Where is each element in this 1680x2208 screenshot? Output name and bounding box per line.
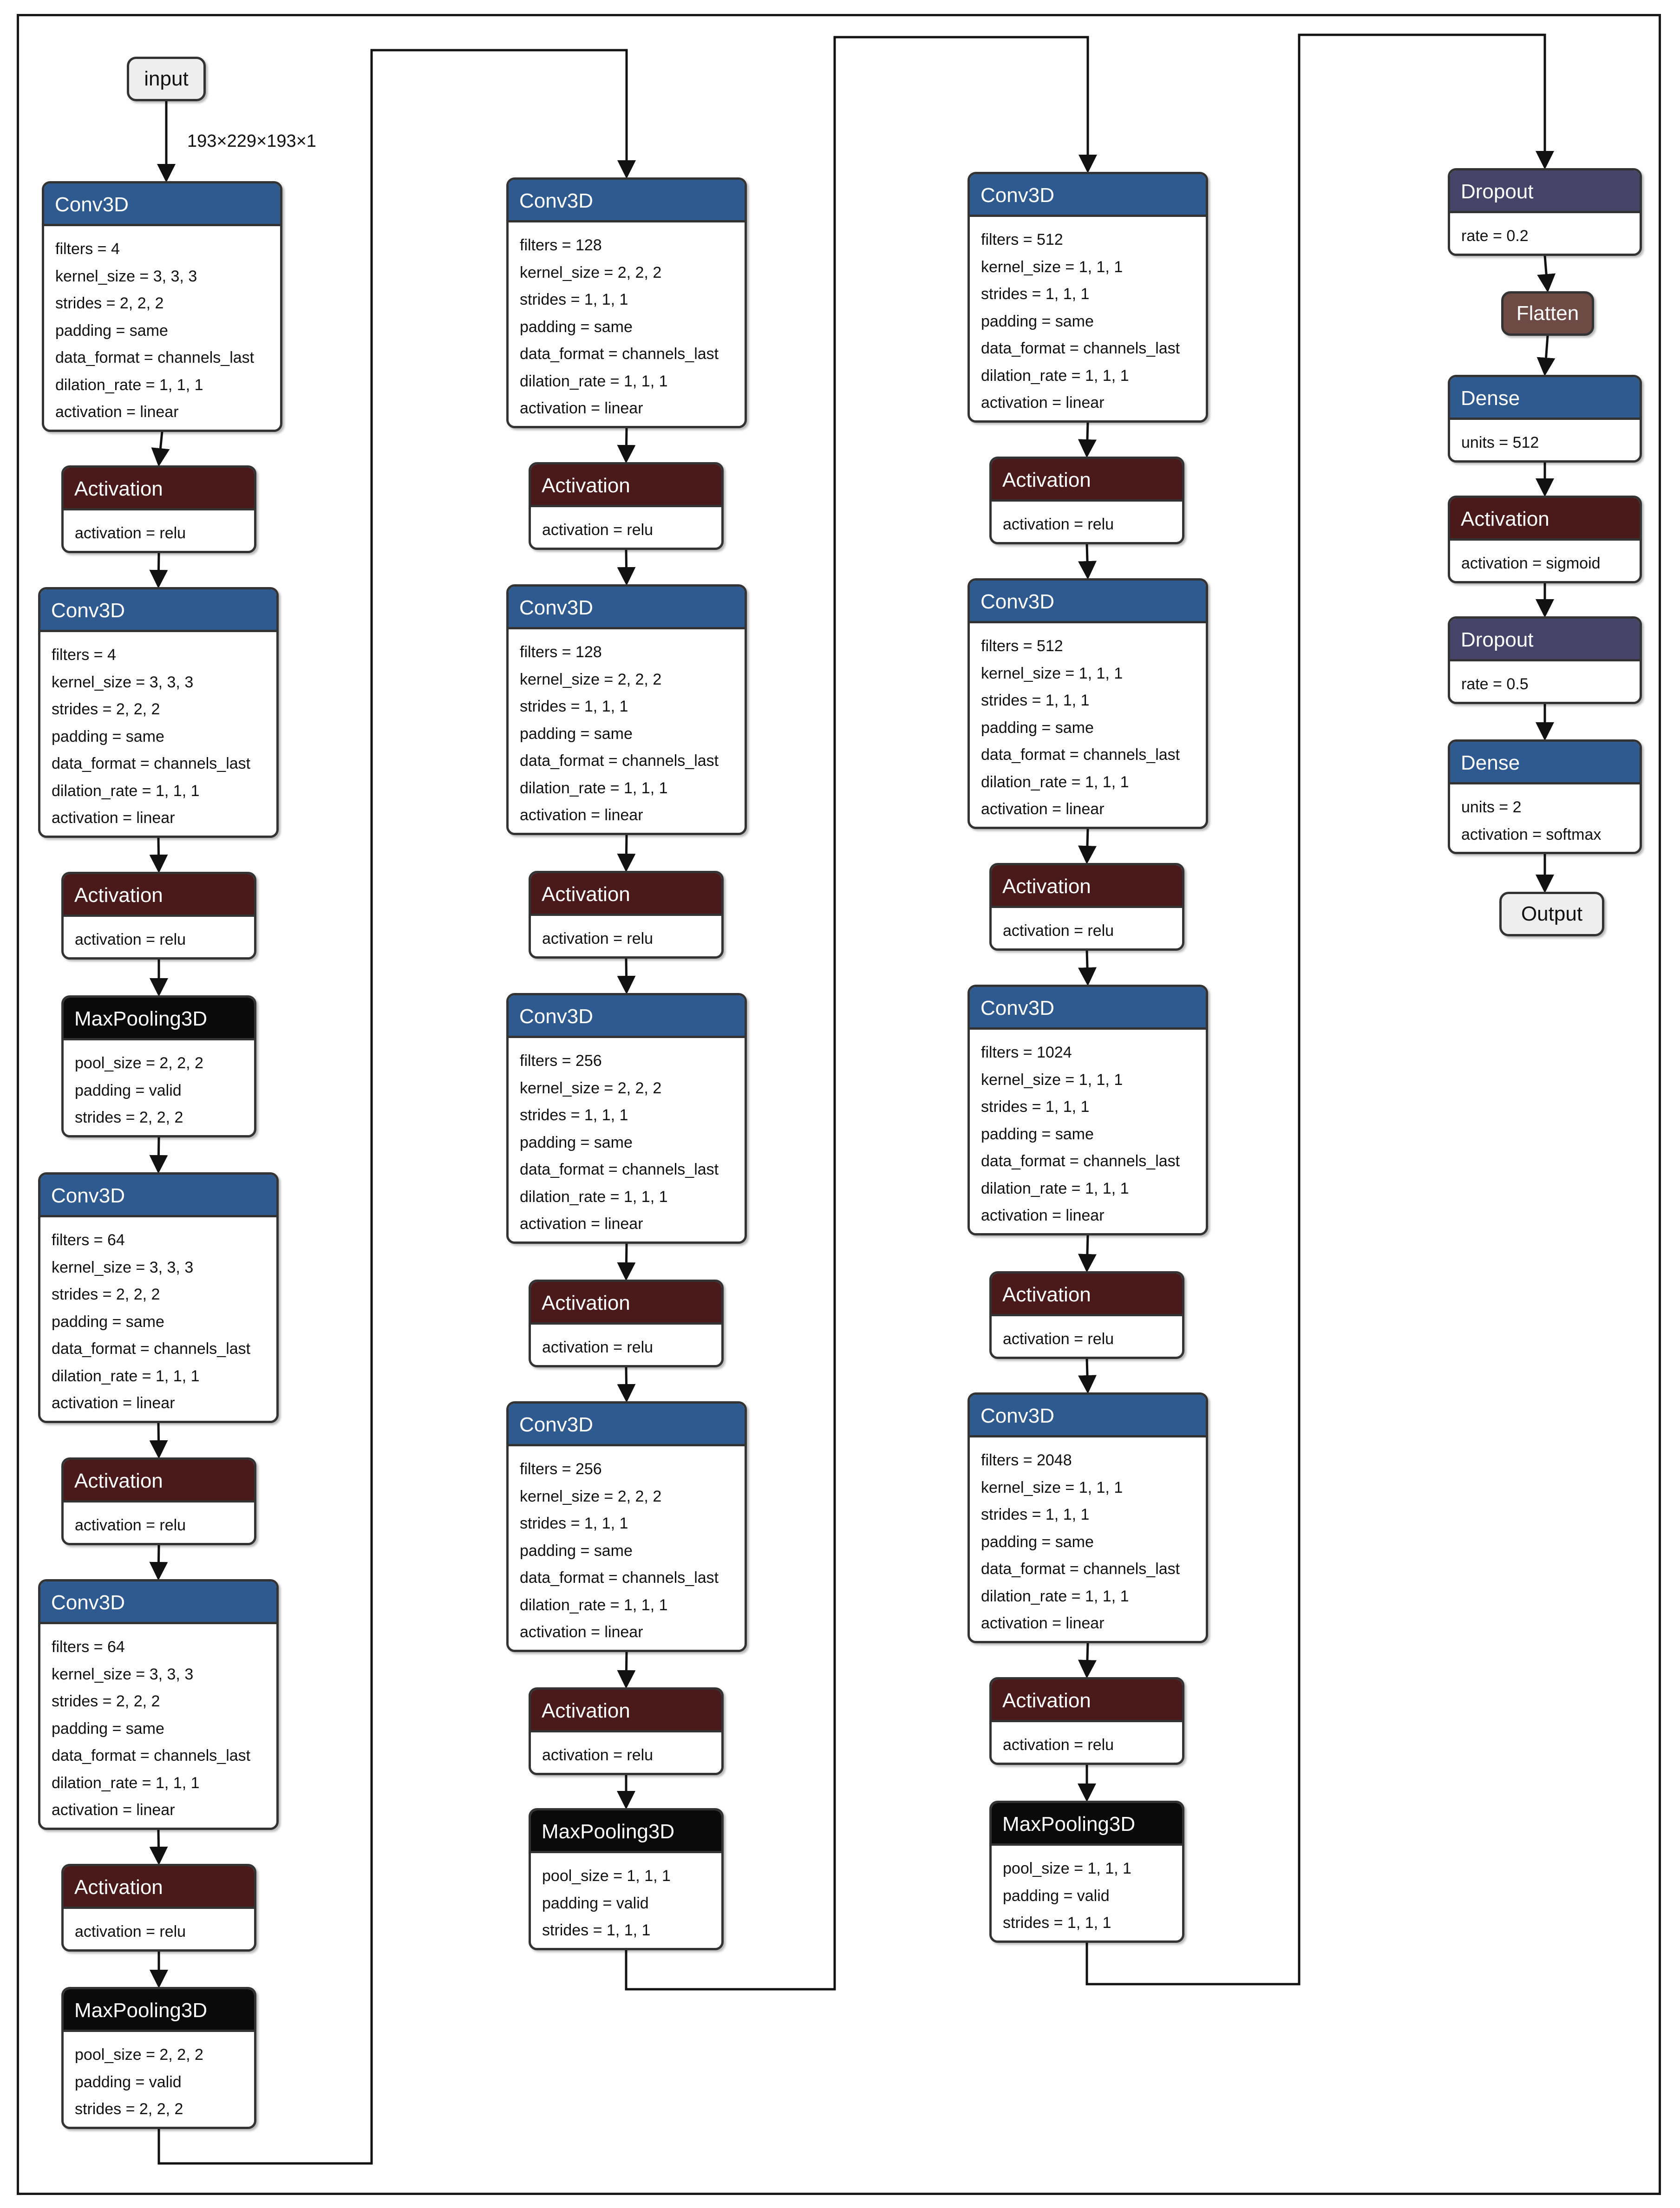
connector-arrow [158,553,159,587]
layer-params [992,1846,1182,1937]
layer-param: kernel_size = 3, 3, 3 [52,1665,194,1683]
layer-param: rate = 0.2 [1461,227,1529,245]
layer-type-label: Conv3D [509,587,745,629]
connector-arrow [626,1244,627,1279]
layer-param: strides = 1, 1, 1 [520,291,628,308]
layer-param: activation = linear [981,394,1105,412]
connector-arrow [158,1545,159,1579]
layer-param: activation = linear [520,1623,643,1641]
layer-param: activation = linear [520,1215,643,1233]
layer-param: strides = 1, 1, 1 [981,1506,1090,1523]
activation-layer [989,1271,1184,1359]
activation-layer [61,1864,256,1952]
connector-arrow [1087,1643,1088,1677]
activation-layer [529,462,724,550]
layer-params [531,1853,721,1944]
layer-type-label: Activation [992,865,1182,908]
layer-params [1450,213,1640,250]
layer-param: padding = same [520,1542,633,1560]
layer-type-label: MaxPooling3D [64,1989,254,2032]
conv3d-layer [967,1392,1208,1643]
layer-param: units = 2 [1461,798,1522,816]
layer-param: strides = 2, 2, 2 [75,1109,183,1126]
layer-type-label: Activation [992,1274,1182,1316]
connector-arrow [1087,423,1088,456]
layer-param: filters = 4 [52,646,116,664]
layer-param: filters = 2048 [981,1451,1072,1469]
activation-layer [61,872,256,960]
layer-param: activation = relu [75,524,186,542]
layer-params [40,1624,276,1824]
layer-params [64,1502,254,1539]
connector-arrow [158,1137,159,1172]
activation-layer [529,1280,724,1367]
layer-params [970,1437,1206,1637]
activation-layer [529,871,724,959]
layer-type-label: MaxPooling3D [531,1810,721,1853]
layer-param: dilation_rate = 1, 1, 1 [52,1774,200,1792]
layer-type-label: Activation [992,459,1182,502]
layer-param: filters = 64 [52,1638,125,1656]
connector-arrow [158,1423,159,1457]
layer-params [992,502,1182,538]
layer-type-label: Conv3D [970,1395,1206,1437]
dropout-layer [1448,616,1642,704]
dense-layer [1448,375,1642,463]
layer-type-label: Dense [1450,742,1640,784]
layer-params [64,2032,254,2123]
layer-param: filters = 4 [55,240,120,258]
layer-param: data_format = channels_last [52,1747,251,1764]
layer-param: kernel_size = 2, 2, 2 [520,1079,662,1097]
layer-param: activation = linear [981,1207,1105,1224]
layer-type-label: Activation [64,874,254,917]
input-node: input [127,57,206,101]
layer-param: padding = valid [75,1081,182,1099]
layer-type-label: MaxPooling3D [64,998,254,1040]
layer-type-label: Conv3D [44,183,280,226]
layer-param: strides = 1, 1, 1 [981,285,1090,303]
layer-param: activation = relu [75,1923,186,1940]
layer-type-label: Activation [531,873,721,916]
layer-param: dilation_rate = 1, 1, 1 [981,366,1129,385]
layer-param: strides = 1, 1, 1 [520,1106,628,1124]
conv3d-layer [506,177,747,428]
layer-param: padding = same [52,727,164,745]
layer-param: dilation_rate = 1, 1, 1 [520,1596,668,1614]
layer-params [531,1325,721,1361]
layer-param: activation = sigmoid [1461,555,1601,572]
layer-param: strides = 1, 1, 1 [1003,1914,1111,1932]
layer-param: padding = same [520,1133,633,1151]
layer-param: data_format = channels_last [981,1560,1180,1578]
connector-arrow [626,959,627,993]
connector-arrow [1545,336,1548,374]
layer-param: strides = 1, 1, 1 [542,1921,651,1939]
connector-arrow [626,835,627,870]
layer-type-label: Activation [64,1866,254,1909]
layer-params [509,1038,745,1238]
activation-layer [989,457,1184,544]
layer-param: activation = linear [52,1394,175,1412]
layer-param: data_format = channels_last [981,746,1180,764]
layer-param: padding = valid [1003,1887,1110,1905]
connector-arrow [626,428,627,462]
layer-param: filters = 512 [981,637,1063,655]
layer-type-label: Conv3D [40,589,276,632]
layer-param: pool_size = 1, 1, 1 [1003,1860,1131,1877]
maxpooling3d-layer [989,1801,1184,1943]
layer-param: padding = same [981,1125,1094,1143]
maxpooling3d-layer [61,995,256,1137]
activation-layer [989,1677,1184,1765]
layer-param: activation = relu [75,931,186,948]
layer-param: strides = 1, 1, 1 [520,1515,628,1532]
conv3d-layer [506,1401,747,1652]
layer-param: activation = relu [1003,922,1114,940]
layer-type-label: Conv3D [40,1581,276,1624]
layer-param: pool_size = 2, 2, 2 [75,2046,203,2064]
layer-type-label: Conv3D [970,987,1206,1030]
connector-arrow [626,1652,627,1687]
dropout-layer [1448,168,1642,256]
layer-type-label: Conv3D [509,1404,745,1446]
layer-param: dilation_rate = 1, 1, 1 [52,782,200,800]
layer-param: dilation_rate = 1, 1, 1 [981,1179,1129,1197]
layer-params [509,1446,745,1646]
layer-param: padding = same [981,312,1094,330]
layer-param: data_format = channels_last [52,755,251,772]
layer-param: activation = softmax [1461,825,1602,843]
layer-params [970,217,1206,417]
layer-params [64,1909,254,1946]
layer-param: data_format = channels_last [981,340,1180,357]
layer-param: data_format = channels_last [520,345,719,363]
layer-params [992,1316,1182,1353]
activation-layer [1448,496,1642,583]
layer-type-label: Conv3D [509,995,745,1038]
layer-param: kernel_size = 2, 2, 2 [520,670,662,688]
layer-param: kernel_size = 2, 2, 2 [520,1487,662,1505]
layer-param: kernel_size = 3, 3, 3 [52,1258,194,1276]
layer-param: dilation_rate = 1, 1, 1 [52,1367,200,1385]
layer-params [509,222,745,422]
layer-param: data_format = channels_last [981,1152,1180,1170]
connector-arrow [1545,256,1548,291]
layer-type-label: Activation [992,1679,1182,1722]
layer-param: data_format = channels_last [52,1340,251,1358]
conv3d-layer [967,578,1208,829]
layer-type-label: MaxPooling3D [992,1803,1182,1846]
layer-params [531,1732,721,1769]
connector-arrow [626,550,627,584]
layer-param: activation = linear [981,1614,1105,1632]
connector-arrow [158,1830,159,1863]
layer-param: data_format = channels_last [520,1161,719,1178]
connector-arrow [1087,1235,1088,1271]
layer-param: data_format = channels_last [520,752,719,770]
layer-type-label: Activation [64,468,254,510]
layer-param: strides = 2, 2, 2 [75,2100,183,2118]
layer-param: kernel_size = 3, 3, 3 [55,267,197,285]
layer-type-label: Conv3D [40,1175,276,1217]
layer-params [64,510,254,547]
layer-param: activation = linear [52,809,175,827]
layer-param: kernel_size = 2, 2, 2 [520,263,662,281]
activation-layer [989,863,1184,951]
layer-params [992,908,1182,945]
conv3d-layer [38,1579,279,1830]
layer-param: filters = 1024 [981,1044,1072,1061]
layer-params [531,507,721,544]
layer-param: filters = 128 [520,236,602,254]
layer-param: padding = same [520,318,633,336]
layer-param: activation = relu [1003,516,1114,533]
activation-layer [529,1687,724,1775]
layer-param: kernel_size = 1, 1, 1 [981,258,1123,276]
conv3d-layer [38,1172,279,1423]
connector-arrow [1087,544,1088,578]
layer-param: activation = linear [520,399,643,417]
layer-param: kernel_size = 1, 1, 1 [981,1071,1123,1089]
layer-params [1450,541,1640,577]
layer-param: pool_size = 1, 1, 1 [542,1867,671,1885]
conv3d-layer [506,993,747,1244]
layer-param: data_format = channels_last [55,349,255,366]
layer-type-label: Conv3D [509,180,745,222]
layer-params [1450,784,1640,848]
dense-layer [1448,739,1642,854]
layer-param: activation = relu [1003,1330,1114,1348]
layer-param: strides = 2, 2, 2 [52,700,160,718]
layer-param: kernel_size = 1, 1, 1 [981,1478,1123,1496]
layer-param: activation = relu [1003,1736,1114,1754]
layer-param: units = 512 [1461,434,1539,451]
layer-param: padding = same [981,1533,1094,1551]
layer-param: strides = 1, 1, 1 [981,692,1090,709]
layer-param: dilation_rate = 1, 1, 1 [520,372,668,390]
layer-param: padding = same [981,719,1094,737]
layer-param: padding = same [55,321,168,340]
layer-param: rate = 0.5 [1461,675,1529,693]
layer-param: filters = 512 [981,231,1063,248]
layer-param: strides = 2, 2, 2 [52,1692,160,1710]
layer-type-label: Conv3D [970,174,1206,217]
layer-params [64,1040,254,1131]
layer-params [1450,661,1640,698]
layer-param: strides = 1, 1, 1 [520,698,628,715]
layer-type-label: Activation [1450,498,1640,541]
layer-params [970,623,1206,823]
connector-arrow [1087,951,1088,984]
layer-param: padding = same [52,1313,164,1331]
connector-arrow [1087,1359,1088,1392]
layer-param: data_format = channels_last [520,1569,719,1587]
layer-param: padding = same [520,725,633,743]
layer-type-label: Activation [64,1460,254,1502]
layer-params [40,632,276,832]
connector-arrow [1087,829,1088,862]
layer-param: filters = 128 [520,643,602,661]
flatten-layer: Flatten [1501,291,1594,336]
layer-type-label: Dense [1450,377,1640,420]
layer-param: dilation_rate = 1, 1, 1 [981,773,1129,791]
output-node: Output [1499,892,1604,936]
layer-type-label: Dropout [1450,619,1640,661]
layer-params [40,1217,276,1417]
connector-arrow [626,1367,627,1401]
layer-type-label: Activation [531,464,721,507]
maxpooling3d-layer [61,1987,256,2129]
conv3d-layer [506,584,747,835]
connector-arrow [158,838,159,871]
layer-param: padding = same [52,1719,164,1738]
layer-param: activation = linear [520,806,643,824]
layer-param: activation = relu [542,1339,654,1356]
layer-params [64,917,254,954]
layer-params [531,916,721,953]
layer-param: padding = valid [542,1894,649,1912]
activation-layer [61,1457,256,1545]
layer-params [509,629,745,829]
layer-params [970,1030,1206,1229]
input-shape-label: 193×229×193×1 [187,131,316,151]
layer-param: strides = 1, 1, 1 [981,1098,1090,1116]
connector-arrow [159,432,162,465]
activation-layer [61,465,256,553]
layer-param: padding = valid [75,2073,182,2091]
conv3d-layer [967,985,1208,1235]
layer-param: dilation_rate = 1, 1, 1 [520,779,668,797]
layer-param: activation = relu [542,521,654,539]
layer-type-label: Activation [531,1690,721,1732]
layer-param: kernel_size = 3, 3, 3 [52,673,194,691]
layer-type-label: Activation [531,1282,721,1325]
layer-params [44,226,280,426]
conv3d-layer [967,172,1208,423]
layer-param: dilation_rate = 1, 1, 1 [55,376,203,394]
layer-param: filters = 64 [52,1231,125,1249]
layer-param: pool_size = 2, 2, 2 [75,1054,203,1072]
layer-type-label: Conv3D [970,581,1206,623]
layer-param: activation = linear [981,800,1105,818]
conv3d-layer [42,181,282,432]
layer-param: activation = relu [542,930,654,947]
layer-param: kernel_size = 1, 1, 1 [981,664,1123,682]
layer-params [1450,420,1640,457]
layer-param: filters = 256 [520,1052,602,1070]
layer-param: strides = 2, 2, 2 [52,1286,160,1303]
layer-param: activation = relu [75,1516,186,1534]
layer-param: activation = linear [55,403,179,421]
maxpooling3d-layer [529,1808,724,1950]
layer-param: filters = 256 [520,1460,602,1478]
layer-param: strides = 2, 2, 2 [55,294,164,312]
layer-params [992,1722,1182,1759]
layer-type-label: Dropout [1450,170,1640,213]
layer-param: dilation_rate = 1, 1, 1 [520,1188,668,1206]
layer-param: activation = relu [542,1746,654,1764]
layer-param: dilation_rate = 1, 1, 1 [981,1587,1129,1605]
layer-param: activation = linear [52,1801,175,1819]
conv3d-layer [38,587,279,838]
